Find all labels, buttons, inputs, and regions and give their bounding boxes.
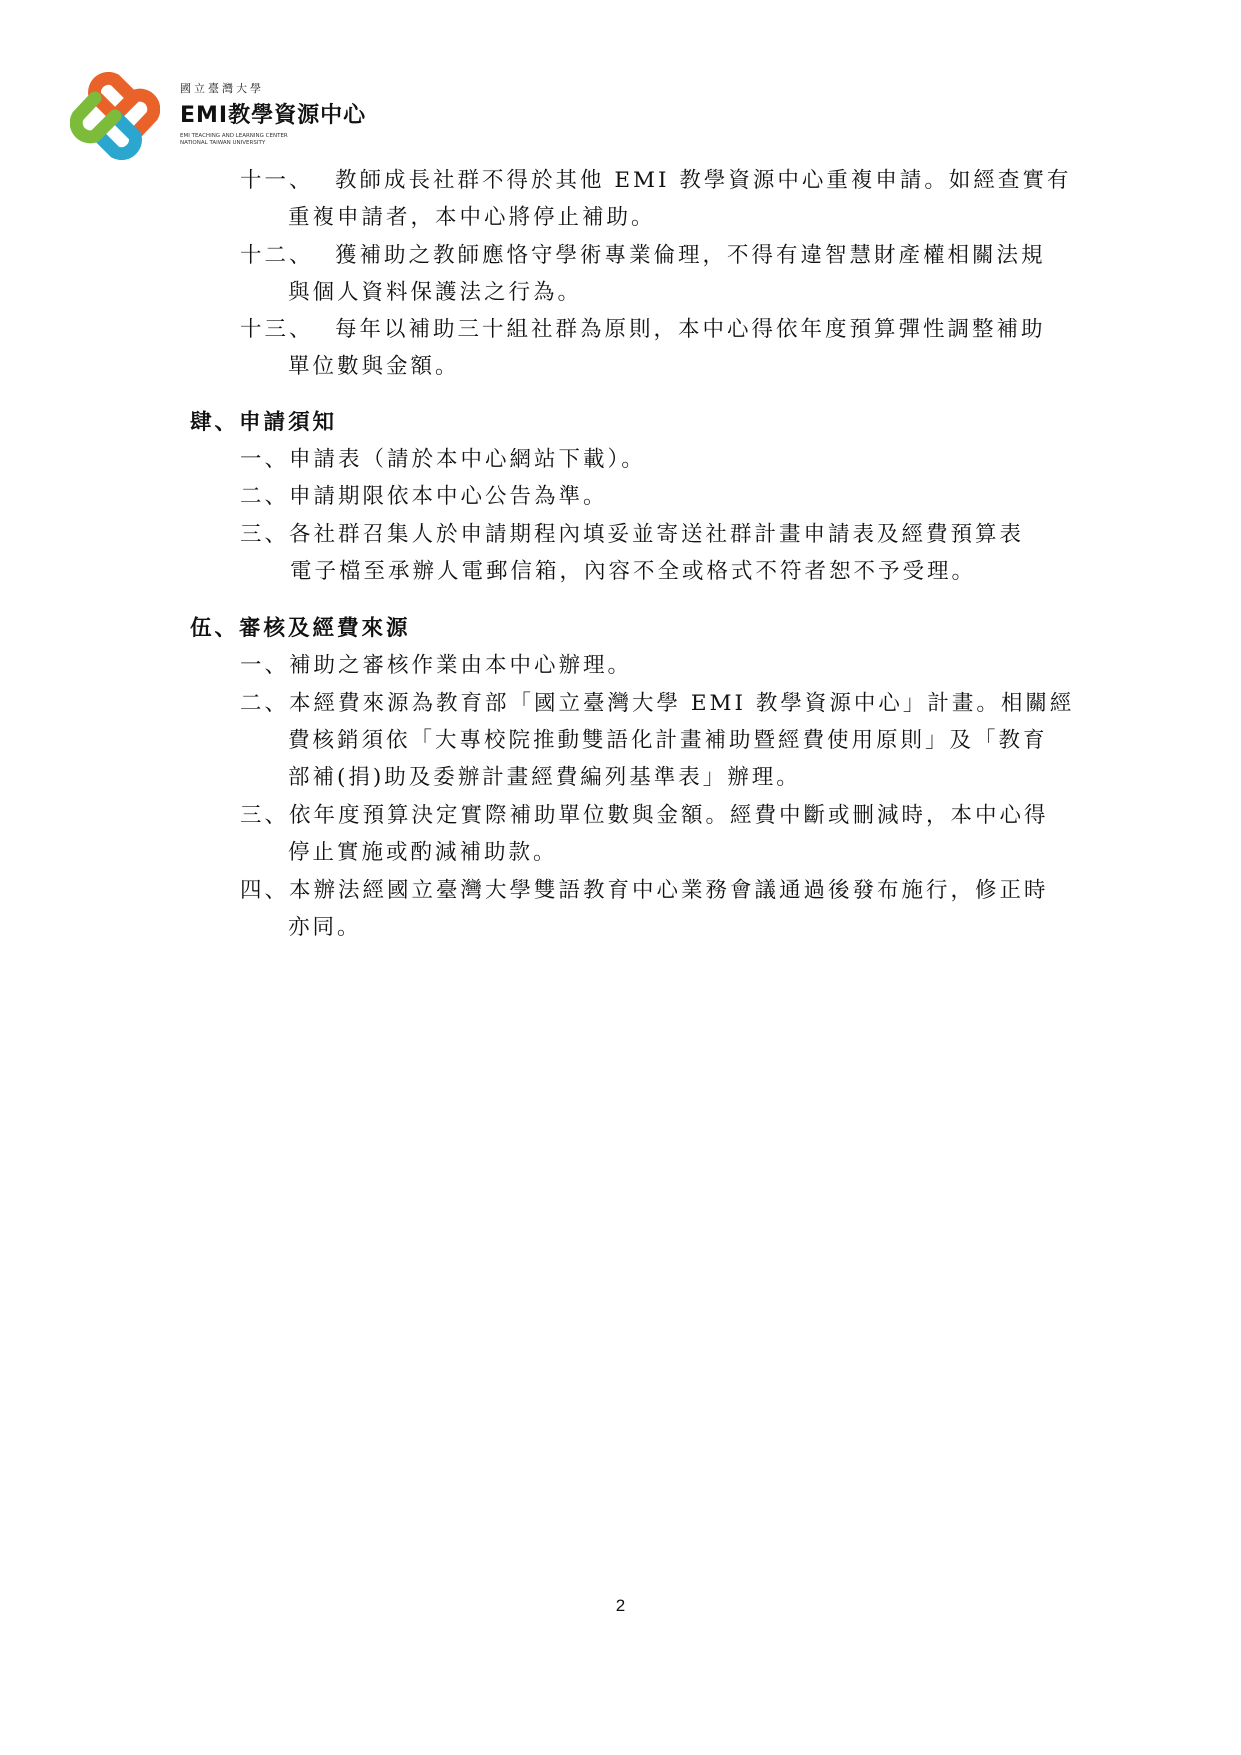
item-text: 亦同。 — [288, 915, 362, 940]
item-text: 電子檔至承辦人電郵信箱，內容不全或格式不符者恕不予受理。 — [290, 559, 977, 584]
item-number: 十二、 — [240, 243, 314, 268]
page-number: 2 — [615, 1596, 626, 1615]
item-text: 部補(捐)助及委辦計畫經費編列基準表」辦理。 — [288, 765, 801, 790]
logo-text — [180, 80, 366, 147]
item-text: 一、申請表（請於本中心網站下載）。 — [240, 447, 646, 472]
section-heading: 肆、申請須知 — [190, 410, 338, 435]
item-text: 單位數與金額。 — [288, 354, 460, 379]
item-text: 二、本經費來源為教育部「國立臺灣大學 EMI 教學資源中心」計畫。相關經 — [240, 691, 1075, 716]
item-text: 每年以補助三十組社群為原則，本中心得依年度預算彈性調整補助 — [335, 317, 1046, 342]
item-text: 三、各社群召集人於申請期程內填妥並寄送社群計畫申請表及經費預算表 — [240, 522, 1025, 547]
section-heading: 伍、審核及經費來源 — [190, 616, 411, 641]
item-text: 一、補助之審核作業由本中心辦理。 — [240, 653, 633, 678]
english-line-2: NATIONAL TAIWAN UNIVERSITY — [180, 140, 266, 146]
english-line-1: EMI TEACHING AND LEARNING CENTER — [180, 133, 288, 139]
item-text: 獲補助之教師應恪守學術專業倫理，不得有違智慧財產權相關法規 — [335, 243, 1046, 268]
item-text: 二、申請期限依本中心公告為準。 — [240, 484, 608, 509]
item-text: 與個人資料保護法之行為。 — [288, 280, 583, 305]
item-text: 停止實施或酌減補助款。 — [288, 840, 558, 865]
center-name: EMI教學資源中心 — [180, 103, 367, 128]
item-text: 重複申請者，本中心將停止補助。 — [288, 205, 656, 230]
university-name: 國立臺灣大學 — [180, 82, 264, 95]
item-text: 費核銷須依「大專校院推動雙語化計畫補助暨經費使用原則」及「教育 — [288, 728, 1048, 753]
item-number: 十三、 — [240, 317, 314, 342]
item-text: 教師成長社群不得於其他 EMI 教學資源中心重複申請。如經查實有 — [335, 168, 1072, 193]
emi-logo-icon — [70, 72, 160, 160]
item-number: 十一、 — [240, 168, 314, 193]
item-text: 四、本辦法經國立臺灣大學雙語教育中心業務會議通過後發布施行，修正時 — [240, 878, 1049, 903]
item-text: 三、依年度預算決定實際補助單位數與金額。經費中斷或刪減時，本中心得 — [240, 803, 1049, 828]
center-english-name — [180, 133, 366, 147]
